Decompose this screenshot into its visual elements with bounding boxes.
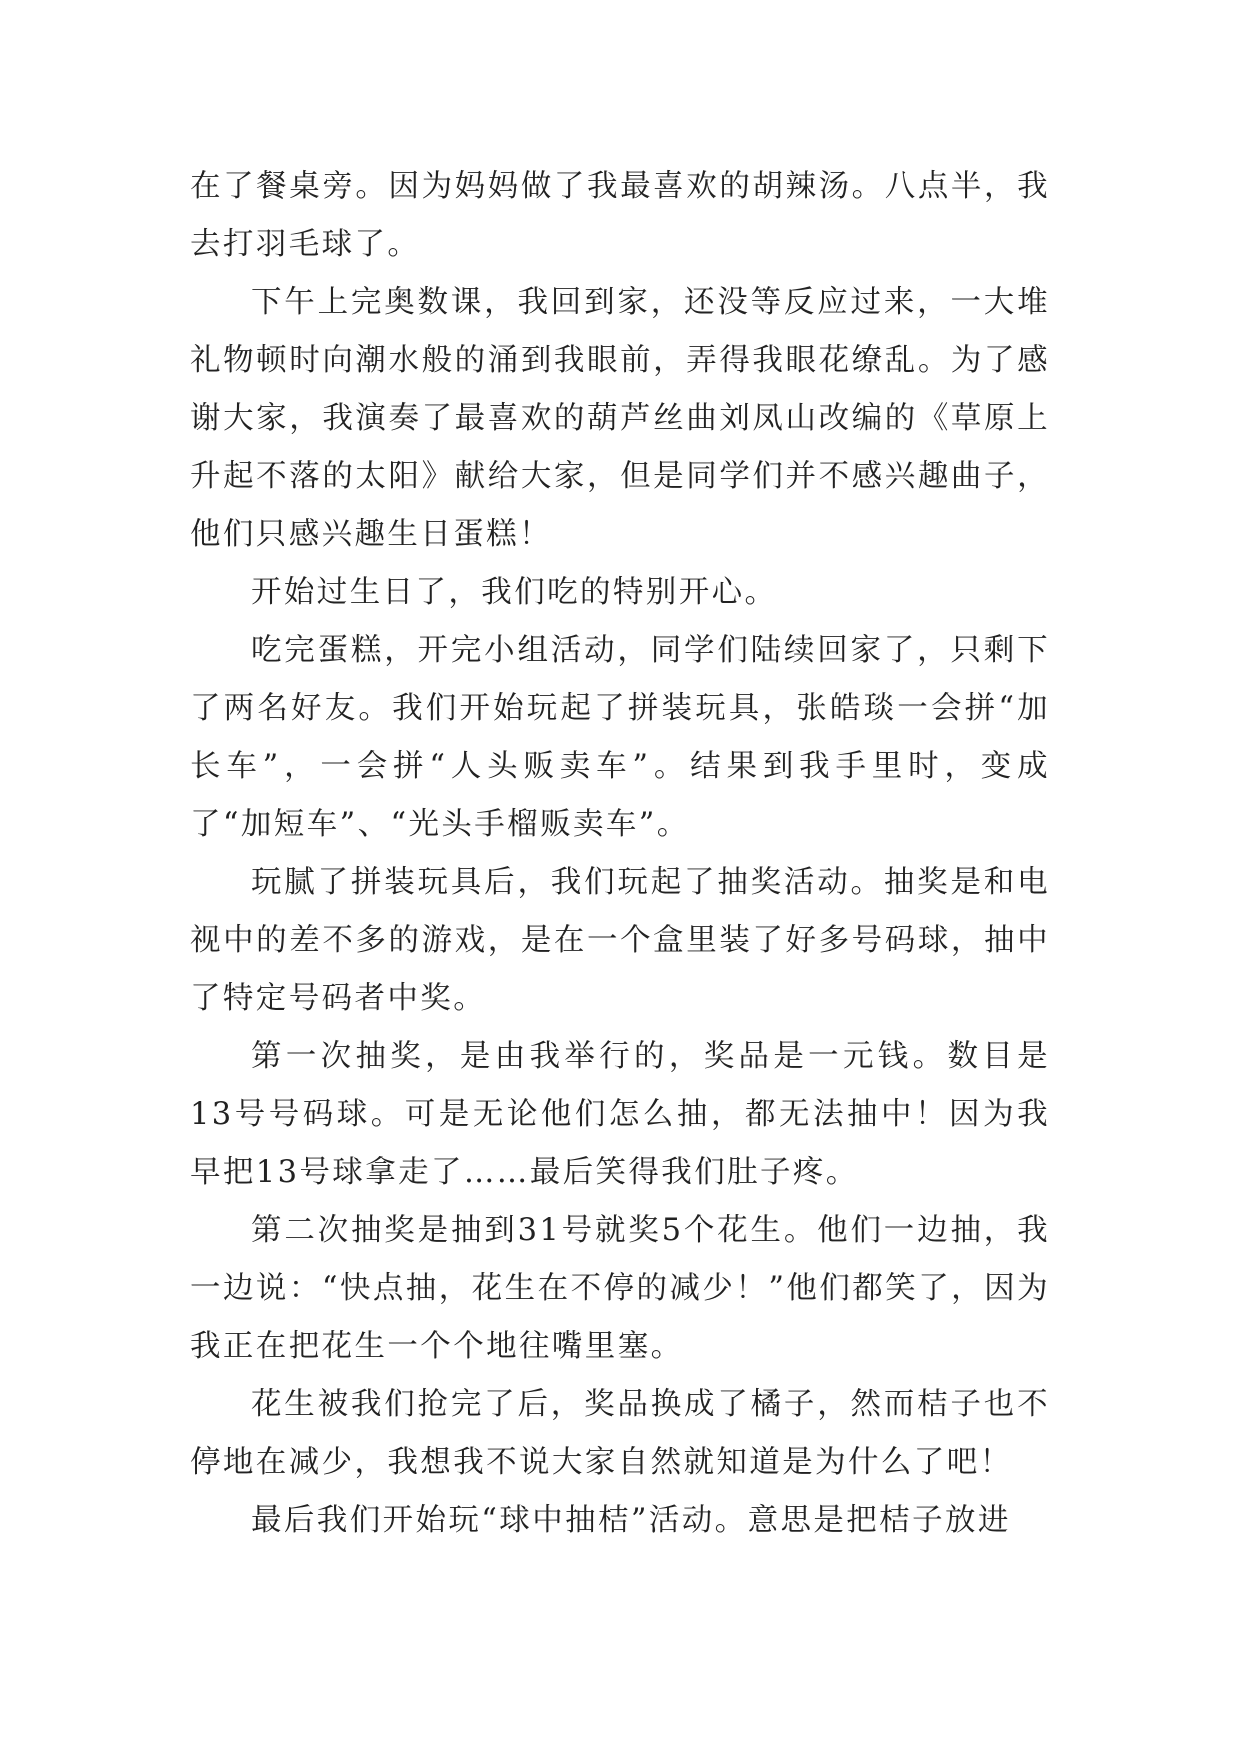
paragraph-2: 下午上完奥数课，我回到家，还没等反应过来，一大堆礼物顿时向潮水般的涌到我眼前，弄得我眼花缭乱。为了感谢大家，我演奏了最喜欢的葫芦丝曲刘凤山改编的《草原上升起不落的太阳》献给大家，但是同学们并不感兴趣曲子，他们只感兴趣生日蛋糕！ [190, 285, 1050, 552]
paragraph-6: 第一次抽奖，是由我举行的，奖品是一元钱。数目是13号号码球。可是无论他们怎么抽，都无法抽中！因为我早把13号球拿走了……最后笑得我们肚子疼。 [190, 1039, 1050, 1190]
paragraph-7: 第二次抽奖是抽到31号就奖5个花生。他们一边抽，我一边说：“快点抽，花生在不停的减少！”他们都笑了，因为我正在把花生一个个地往嘴里塞。 [190, 1213, 1050, 1364]
document-body [190, 158, 1050, 1550]
paragraph-5: 玩腻了拼装玩具后，我们玩起了抽奖活动。抽奖是和电视中的差不多的游戏，是在一个盒里装了好多号码球，抽中了特定号码者中奖。 [190, 865, 1050, 1016]
paragraph-8: 花生被我们抢完了后，奖品换成了橘子，然而桔子也不停地在减少，我想我不说大家自然就知道是为什么了吧！ [190, 1387, 1050, 1480]
paragraph-9: 最后我们开始玩“球中抽桔”活动。意思是把桔子放进 [251, 1503, 1011, 1538]
paragraph-1: 在了餐桌旁。因为妈妈做了我最喜欢的胡辣汤。八点半，我去打羽毛球了。 [190, 169, 1050, 262]
paragraph-4: 吃完蛋糕，开完小组活动，同学们陆续回家了，只剩下了两名好友。我们开始玩起了拼装玩具，张皓琰一会拼“加长车”，一会拼“人头贩卖车”。结果到我手里时，变成了“加短车”、“光头手榴贩卖车”。 [190, 633, 1050, 842]
paragraph-3: 开始过生日了，我们吃的特别开心。 [251, 575, 778, 610]
